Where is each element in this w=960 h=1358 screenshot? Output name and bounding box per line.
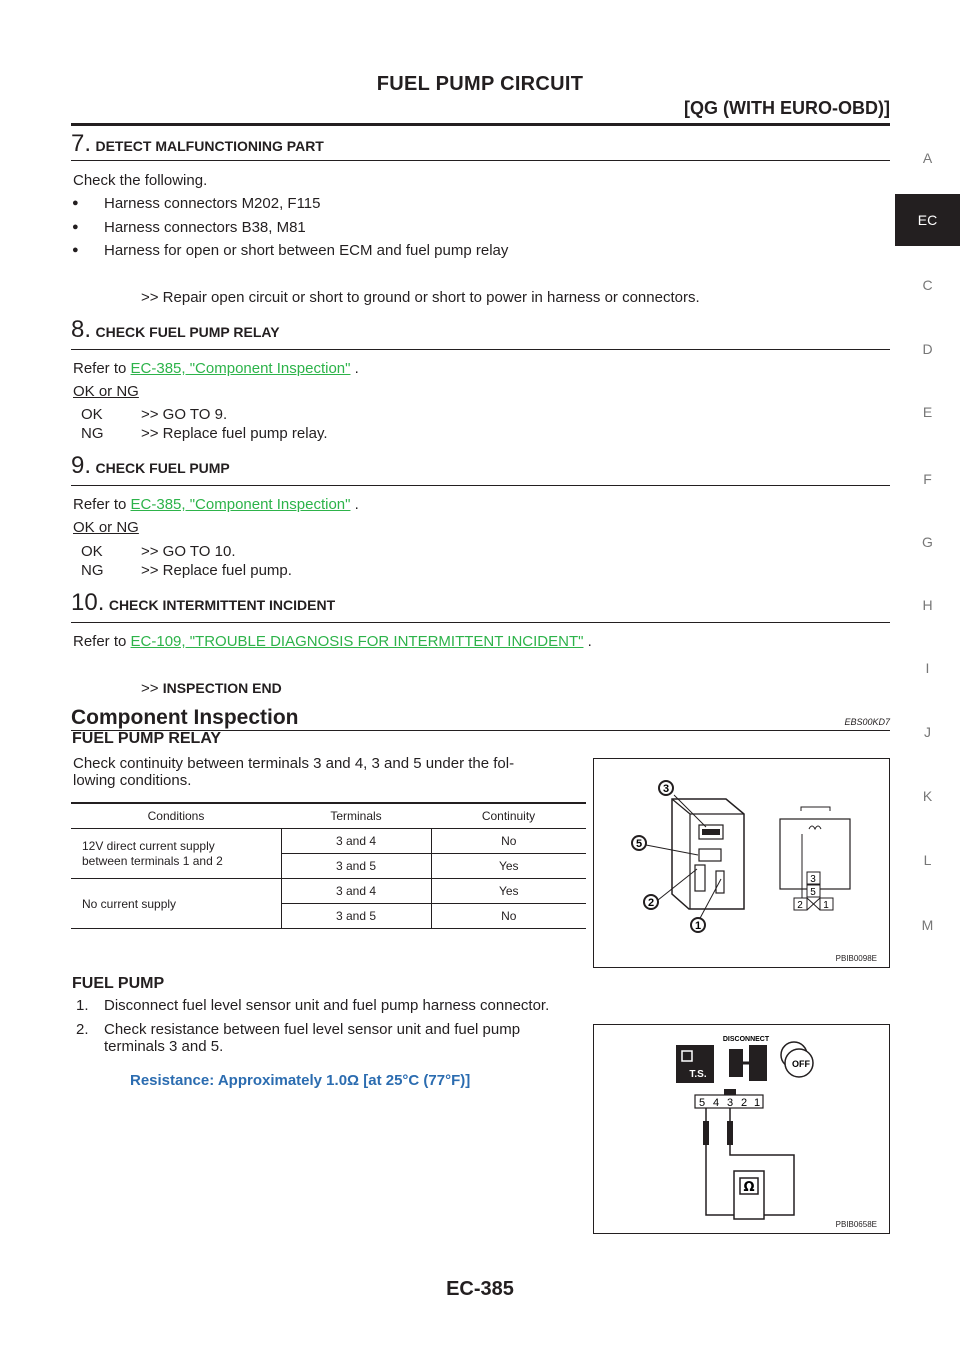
tab-f[interactable]: F — [923, 471, 932, 487]
step-rule — [71, 349, 890, 350]
disconnect-label: DISCONNECT — [722, 1036, 770, 1043]
callout-label: 3 — [662, 783, 670, 795]
step-7-heading — [71, 130, 324, 158]
pump-terminal-label: 2 — [740, 1097, 748, 1109]
step-title: CHECK INTERMITTENT INCIDENT — [108, 597, 336, 613]
step-9-heading — [71, 452, 230, 480]
component-inspection-link[interactable]: EC-385, "Component Inspection" — [130, 360, 351, 377]
table-cell-condition: No current supply — [71, 879, 281, 929]
ok-result: >> GO TO 9. — [141, 406, 228, 423]
condition-line: between terminals 1 and 2 — [82, 853, 223, 868]
table-cell-terminals: 3 and 4 — [281, 829, 431, 854]
tab-i[interactable]: I — [925, 660, 930, 676]
continuity-table — [71, 802, 586, 929]
pump-step-number: 1. — [76, 997, 89, 1014]
ng-result: >> Replace fuel pump relay. — [141, 425, 328, 442]
pump-terminal-label: 1 — [753, 1097, 761, 1109]
step-7-action: >> Repair open circuit or short to ground or short to power in harness or connectors. — [141, 289, 700, 306]
refer-label: Refer to — [73, 360, 127, 377]
end-label: INSPECTION END — [162, 680, 282, 696]
pump-terminal-label: 4 — [712, 1097, 720, 1109]
ts-label: T.S. — [689, 1069, 707, 1080]
header-rule — [71, 123, 890, 126]
schematic-terminal-label: 3 — [810, 874, 816, 885]
section-title: Component Inspection — [71, 706, 299, 729]
schematic-terminal-label: 2 — [797, 900, 803, 911]
relay-subtitle: FUEL PUMP RELAY — [72, 730, 222, 747]
pump-step-number: 2. — [76, 1021, 89, 1038]
resistance-spec: Resistance: Approximately 1.0Ω [at 25°C (77°F)] — [130, 1072, 471, 1089]
pump-diagram — [594, 1025, 889, 1233]
ok-or-ng-label: OK or NG — [73, 519, 139, 536]
step-number: 10. — [71, 589, 105, 616]
tab-h[interactable]: H — [922, 597, 933, 613]
callout-label: 1 — [694, 920, 702, 932]
tab-l[interactable]: L — [923, 852, 932, 868]
tab-g[interactable]: G — [922, 534, 933, 550]
table-cell-continuity: No — [501, 834, 517, 848]
pump-terminal-label: 5 — [698, 1097, 706, 1109]
page-number: EC-385 — [446, 1278, 514, 1300]
schematic-terminal-label: 5 — [810, 887, 816, 898]
inspection-end — [141, 680, 282, 697]
table-header: Conditions — [147, 809, 205, 823]
ok-key: OK — [81, 406, 103, 423]
section-code: EBS00KD7 — [844, 717, 890, 727]
ng-result: >> Replace fuel pump. — [141, 562, 292, 579]
step-9-refer — [73, 496, 359, 513]
step-rule — [71, 622, 890, 623]
ohm-symbol: Ω — [743, 1180, 755, 1195]
component-inspection-link[interactable]: EC-385, "Component Inspection" — [130, 496, 351, 513]
figure-code: PBIB0658E — [835, 1220, 877, 1229]
step-rule — [71, 485, 890, 486]
step-number: 9. — [71, 452, 92, 479]
ok-or-ng-label: OK or NG — [73, 383, 139, 400]
step-number: 7. — [71, 130, 92, 157]
step-title: CHECK FUEL PUMP RELAY — [95, 324, 280, 340]
relay-instruction — [73, 755, 585, 789]
table-cell-condition — [71, 829, 281, 879]
pump-figure — [593, 1024, 890, 1234]
pump-terminal-label: 3 — [726, 1097, 734, 1109]
tab-e[interactable]: E — [922, 404, 933, 420]
step-10-heading — [71, 589, 335, 617]
pump-step-text — [104, 1021, 586, 1055]
off-label: OFF — [792, 1059, 810, 1069]
tab-d[interactable]: D — [922, 341, 933, 357]
relay-figure — [593, 758, 890, 968]
relay-instruction-line: lowing conditions. — [73, 772, 192, 789]
tab-a[interactable]: A — [922, 150, 933, 166]
table-header: Terminals — [330, 809, 382, 823]
refer-label: Refer to — [73, 496, 127, 513]
table-cell-terminals: 3 and 5 — [281, 904, 431, 929]
step-title: CHECK FUEL PUMP — [95, 460, 230, 476]
pump-step-line: Check resistance between fuel level sensor unit and fuel pump — [104, 1021, 521, 1038]
pump-step-text: Disconnect fuel level sensor unit and fuel pump harness connector. — [104, 997, 550, 1014]
end-prefix: >> — [141, 680, 159, 697]
tab-m[interactable]: M — [921, 917, 934, 933]
ok-result: >> GO TO 10. — [141, 543, 236, 560]
table-cell-terminals: 3 and 5 — [281, 854, 431, 879]
figure-code: PBIB0098E — [835, 954, 877, 963]
ok-key: OK — [81, 543, 103, 560]
table-header: Continuity — [481, 809, 536, 823]
step-8-refer — [73, 360, 359, 377]
step-8-heading — [71, 316, 280, 344]
step-title: DETECT MALFUNCTIONING PART — [95, 138, 324, 154]
table-cell-continuity: Yes — [498, 859, 519, 873]
condition-line: 12V direct current supply — [82, 838, 215, 853]
table-cell-continuity: No — [501, 909, 517, 923]
tab-c[interactable]: C — [922, 277, 933, 293]
bullet-item: ● Harness for open or short between ECM and fuel pump relay — [104, 242, 508, 259]
intermittent-incident-link[interactable]: EC-109, "TROUBLE DIAGNOSIS FOR INTERMITTENT INCIDENT" — [130, 633, 584, 650]
table-cell-terminals: 3 and 4 — [281, 879, 431, 904]
step-7-intro: Check the following. — [73, 172, 208, 189]
relay-instruction-line: Check continuity between terminals 3 and 4, 3 and 5 under the fol- — [73, 755, 515, 772]
refer-label: Refer to — [73, 633, 127, 650]
ng-key: NG — [81, 562, 104, 579]
bullet-item: ● Harness connectors M202, F115 — [104, 195, 321, 212]
relay-diagram — [594, 759, 889, 967]
pump-step-line: terminals 3 and 5. — [104, 1038, 224, 1055]
section-tabs — [895, 0, 960, 960]
tab-ec[interactable]: EC — [895, 194, 960, 246]
callout-label: 2 — [647, 897, 655, 909]
callout-label: 5 — [635, 838, 643, 850]
step-10-refer — [73, 633, 592, 650]
schematic-terminal-label: 1 — [823, 900, 829, 911]
table-cell-continuity: Yes — [498, 884, 519, 898]
period: . — [587, 633, 592, 650]
ng-key: NG — [81, 425, 104, 442]
tab-k[interactable]: K — [922, 788, 933, 804]
page-title: FUEL PUMP CIRCUIT — [376, 73, 584, 95]
period: . — [354, 496, 359, 513]
period: . — [354, 360, 359, 377]
tab-j[interactable]: J — [924, 724, 931, 740]
bullet-item: ● Harness connectors B38, M81 — [104, 219, 306, 236]
step-number: 8. — [71, 316, 92, 343]
step-rule — [71, 160, 890, 161]
page-subtitle: [QG (WITH EURO-OBD)] — [684, 98, 890, 118]
pump-subtitle: FUEL PUMP — [72, 975, 165, 992]
